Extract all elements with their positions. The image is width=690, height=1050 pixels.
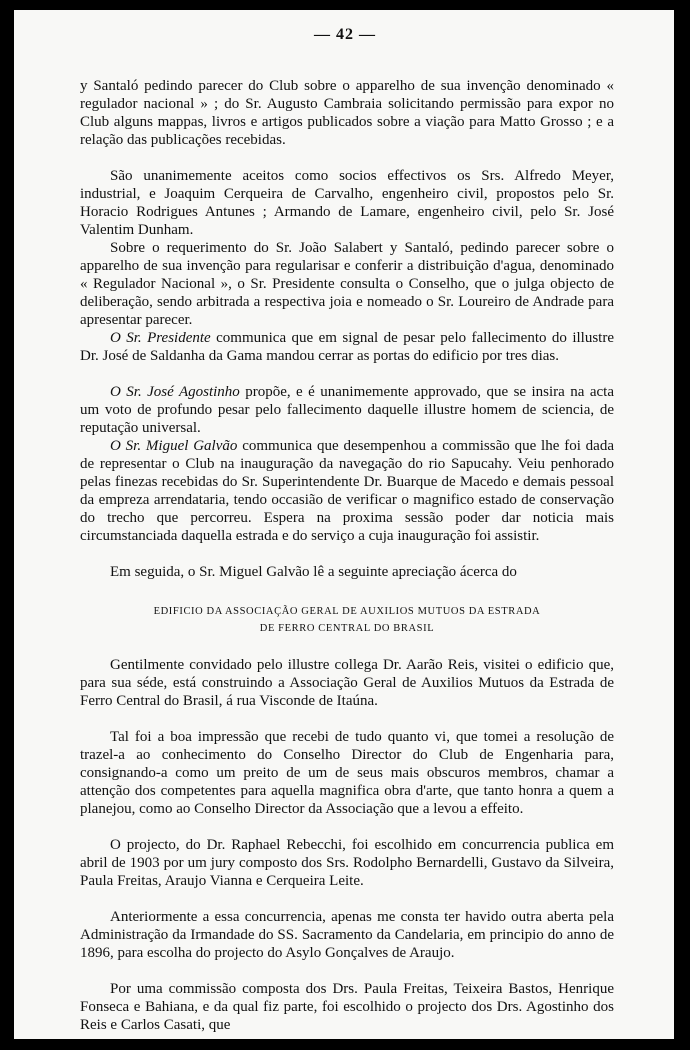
section-paragraph-visit: Gentilmente convidado pelo illustre collega Dr. Aarão Reis, visitei o edificio que, para sua séde, está construindo a Associação Geral de Auxilios Mutuos da Estrada de Ferro Central do Brasil, á rua Visconde de Itaúna. [80, 657, 614, 709]
section-paragraph-commission: Por uma commissão composta dos Drs. Paula Freitas, Teixeira Bastos, Henrique Fonseca e Bahiana, e da qual fiz parte, foi escolhido o projecto dos Drs. Agostinho dos Reis e Carlos Casati, que [80, 981, 614, 1033]
speaker-name: O Sr. Miguel Galvão [110, 438, 238, 454]
section-paragraph-earlier-competition: Anteriormente a essa concurrencia, apenas me consta ter havido outra aberta pela Administração da Irmandade do SS. Sacramento da Candelaria, em principio do anno de 1896, para escolha do projecto do Asylo Gonçalves de Araujo. [80, 909, 614, 961]
paragraph-jose-agostinho [80, 383, 614, 437]
paragraph-miguel-galvao [80, 437, 614, 545]
section-title-line1: EDIFICIO DA ASSOCIAÇÃO GERAL DE AUXILIOS MUTUOS DA ESTRADA [153, 606, 541, 617]
paragraph-transition: Em seguida, o Sr. Miguel Galvão lê a seguinte apreciação ácerca do [110, 564, 517, 580]
section-paragraph-project: O projecto, do Dr. Raphael Rebecchi, foi escolhido em concurrencia publica em abril de 1903 por um jury composto dos Srs. Rodolpho Bernardelli, Gustavo da Silveira, Paula Freitas, Araujo Vianna e Cerqueira Leite. [80, 837, 614, 889]
paragraph-text: communica que desempenhou a commissão que lhe foi dada de representar o Club na inauguração da navegação do rio Sapucahy. Veiu penhorado pelas finezas recebidas do Sr. Superintendente Dr. Buarque de Macedo e demais pessoal da empreza arrendataria, tendo occasião de verificar o magnifico estado de conservação do trecho que percorreu. Espera na proxima sessão poder dar noticia mais circumstanciada daquella estrada e do serviço a cuja inauguração foi assistir. [80, 438, 614, 544]
paragraph-text: propõe, e é unanimemente approvado, que se insira na acta um voto de profundo pesar pelo fallecimento daquelle illustre homem de sciencia, de reputação universal. [80, 384, 614, 436]
section-title-line2: DE FERRO CENTRAL DO BRASIL [259, 623, 435, 634]
paragraph-text: communica que em signal de pesar pelo fallecimento do illustre Dr. José de Saldanha da Gama mandou cerrar as portas do edificio por tres dias. [80, 330, 615, 364]
section-paragraph-impression: Tal foi a boa impressão que recebi de tudo quanto vi, que tomei a resolução de trazel-a ao conhecimento do Conselho Director do Club de Engenharia para, consignando-a como um preito de um de seus mais obscuros membros, chamar a attenção dos competentes para aquella magnifica obra d'arte, que tanto honra a quem a planejou, como ao Conselho Director da Associação que a levou a effeito. [80, 729, 614, 817]
paragraph-continuation: y Santaló pedindo parecer do Club sobre o apparelho de sua invenção denominado « regulador nacional » ; do Sr. Augusto Cambraia solicitando permissão para expor no Club alguns mappas, livros e artigos publicados sobre a viação para Matto Grosso ; e a relação das publicações recebidas. [80, 78, 614, 148]
page-number: — 42 — [314, 26, 376, 43]
section-title [80, 603, 614, 637]
speaker-name: O Sr. José Agostinho [110, 384, 240, 400]
speaker-name: O Sr. Presidente [110, 330, 211, 346]
paragraph-presidente [80, 329, 614, 365]
paragraph-new-members: São unanimemente aceitos como socios effectivos os Srs. Alfredo Meyer, industrial, e Joaquim Cerqueira de Carvalho, engenheiro civil, propostos pelo Sr. Horacio Rodrigues Antunes ; Armando de Lamare, engenheiro civil, pelo Sr. José Valentim Dunham. [80, 168, 614, 238]
paragraph-regulador-request: Sobre o requerimento do Sr. João Salabert y Santaló, pedindo parecer sobre o apparelho de sua invenção para regularisar e conferir a distribuição d'agua, denominado « Regulador Nacional », o Sr. Presidente consulta o Conselho, que o julga objecto de deliberação, sendo arbitrada a respectiva joia e nomeado o Sr. Loureiro de Andrade para apresentar parecer. [80, 240, 614, 328]
